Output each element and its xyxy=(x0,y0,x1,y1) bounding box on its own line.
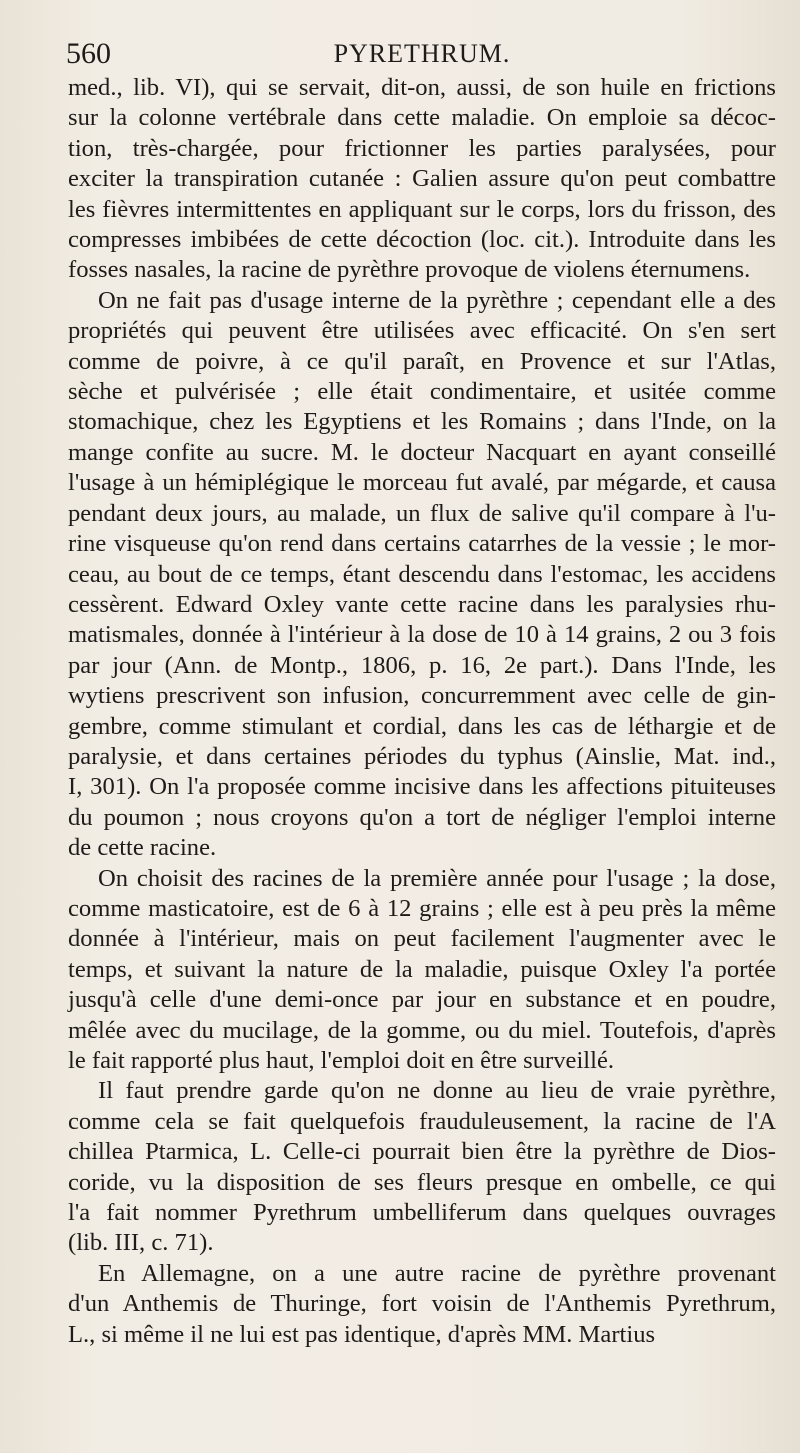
text-line: sèche et pulvérisée ; elle était condimentaire, et usitée comme xyxy=(68,378,776,406)
text-line: jusqu'à celle d'une demi-once par jour en substance et en poudre, xyxy=(68,986,776,1014)
text-line: (lib. III, c. 71). xyxy=(68,1229,214,1257)
text-line: matismales, donnée à l'intérieur à la dose de 10 à 14 grains, 2 ou 3 fois xyxy=(68,621,776,649)
text-line: En Allemagne, on a une autre racine de pyrèthre provenant xyxy=(98,1259,776,1287)
text-line: cessèrent. Edward Oxley vante cette racine dans les paralysies rhu- xyxy=(68,590,776,618)
text-line: temps, et suivant la nature de la maladie, puisque Oxley l'a portée xyxy=(68,955,776,983)
text-line: le fait rapporté plus haut, l'emploi doit en être surveillé. xyxy=(68,1047,615,1074)
text-line: comme de poivre, à ce qu'il paraît, en Provence et sur l'Atlas, xyxy=(68,347,776,375)
text-line: sur la colonne vertébrale dans cette maladie. On emploie sa décoc- xyxy=(68,104,776,132)
text-line: On ne fait pas d'usage interne de la pyrèthre ; cependant elle a des xyxy=(98,286,776,314)
text-line: fosses nasales, la racine de pyrèthre provoque de violens éternumens. xyxy=(68,256,751,284)
text-line: On choisit des racines de la première année pour l'usage ; la dose, xyxy=(98,864,776,892)
text-line: par jour (Ann. de Montp., 1806, p. 16, 2e part.). Dans l'Inde, les xyxy=(68,651,776,679)
text-line: L., si même il ne lui est pas identique, d'après MM. Martius xyxy=(68,1320,656,1348)
text-line: exciter la transpiration cutanée : Galien assure qu'on peut combattre xyxy=(68,165,776,193)
text-line: d'un Anthemis de Thuringe, fort voisin de l'Anthemis Pyrethrum, xyxy=(68,1290,776,1318)
text-line: mêlée avec du mucilage, de la gomme, ou du miel. Toutefois, d'après xyxy=(68,1016,776,1044)
paragraph xyxy=(68,1076,776,1258)
page-header xyxy=(66,34,778,74)
text-line: l'a fait nommer Pyrethrum umbelliferum dans quelques ouvrages xyxy=(68,1199,776,1227)
text-line: l'usage à un hémiplégique le morceau fut avalé, par mégarde, et causa xyxy=(68,469,776,497)
text-line: mange confite au sucre. M. le docteur Nacquart en ayant conseillé xyxy=(68,438,776,466)
text-line: tion, très-chargée, pour frictionner les parties paralysées, pour xyxy=(68,134,776,162)
text-line: chillea Ptarmica, L. Celle-ci pourrait bien être la pyrèthre de Dios- xyxy=(68,1138,776,1166)
text-line: pendant deux jours, au malade, un flux de salive qu'il compare à l'u- xyxy=(68,499,776,527)
page-number: 560 xyxy=(66,37,111,70)
running-title: PYRETHRUM. xyxy=(333,39,511,68)
body-text xyxy=(68,73,776,1350)
text-line: comme cela se fait quelquefois frauduleusement, la racine de l'A xyxy=(68,1107,776,1135)
text-line: wytiens prescrivent son infusion, concurremment avec celle de gin- xyxy=(68,682,776,710)
text-line: med., lib. VI), qui se servait, dit-on, aussi, de son huile en frictions xyxy=(68,74,776,101)
text-line: propriétés qui peuvent être utilisées avec efficacité. On s'en sert xyxy=(68,317,776,345)
text-line: rine visqueuse qu'on rend dans certains catarrhes de la vessie ; le mor- xyxy=(68,530,776,558)
paragraph xyxy=(68,73,776,286)
text-line: stomachique, chez les Egyptiens et les Romains ; dans l'Inde, on la xyxy=(68,408,776,436)
paragraph xyxy=(68,286,776,864)
text-line: comme masticatoire, est de 6 à 12 grains ; elle est à peu près la même xyxy=(68,894,776,922)
text-line: du poumon ; nous croyons qu'on a tort de négliger l'emploi interne xyxy=(68,803,776,831)
text-line: compresses imbibées de cette décoction (loc. cit.). Introduite dans les xyxy=(68,226,776,254)
text-line: paralysie, et dans certaines périodes du typhus (Ainslie, Mat. ind., xyxy=(68,742,776,770)
paragraph xyxy=(68,1259,776,1350)
text-line: gembre, comme stimulant et cordial, dans les cas de léthargie et de xyxy=(68,712,776,740)
text-line: donnée à l'intérieur, mais on peut facilement l'augmenter avec le xyxy=(68,925,776,953)
text-line: coride, vu la disposition de ses fleurs presque en ombelle, ce qui xyxy=(68,1168,776,1196)
text-line: de cette racine. xyxy=(68,834,217,862)
text-line: les fièvres intermittentes en appliquant sur le corps, lors du frisson, des xyxy=(68,195,776,223)
text-line: I, 301). On l'a proposée comme incisive dans les affections pituiteuses xyxy=(68,773,776,801)
paragraph xyxy=(68,864,776,1077)
text-line: Il faut prendre garde qu'on ne donne au lieu de vraie pyrèthre, xyxy=(98,1077,776,1105)
text-line: ceau, au bout de ce temps, étant descendu dans l'estomac, les accidens xyxy=(68,560,776,588)
